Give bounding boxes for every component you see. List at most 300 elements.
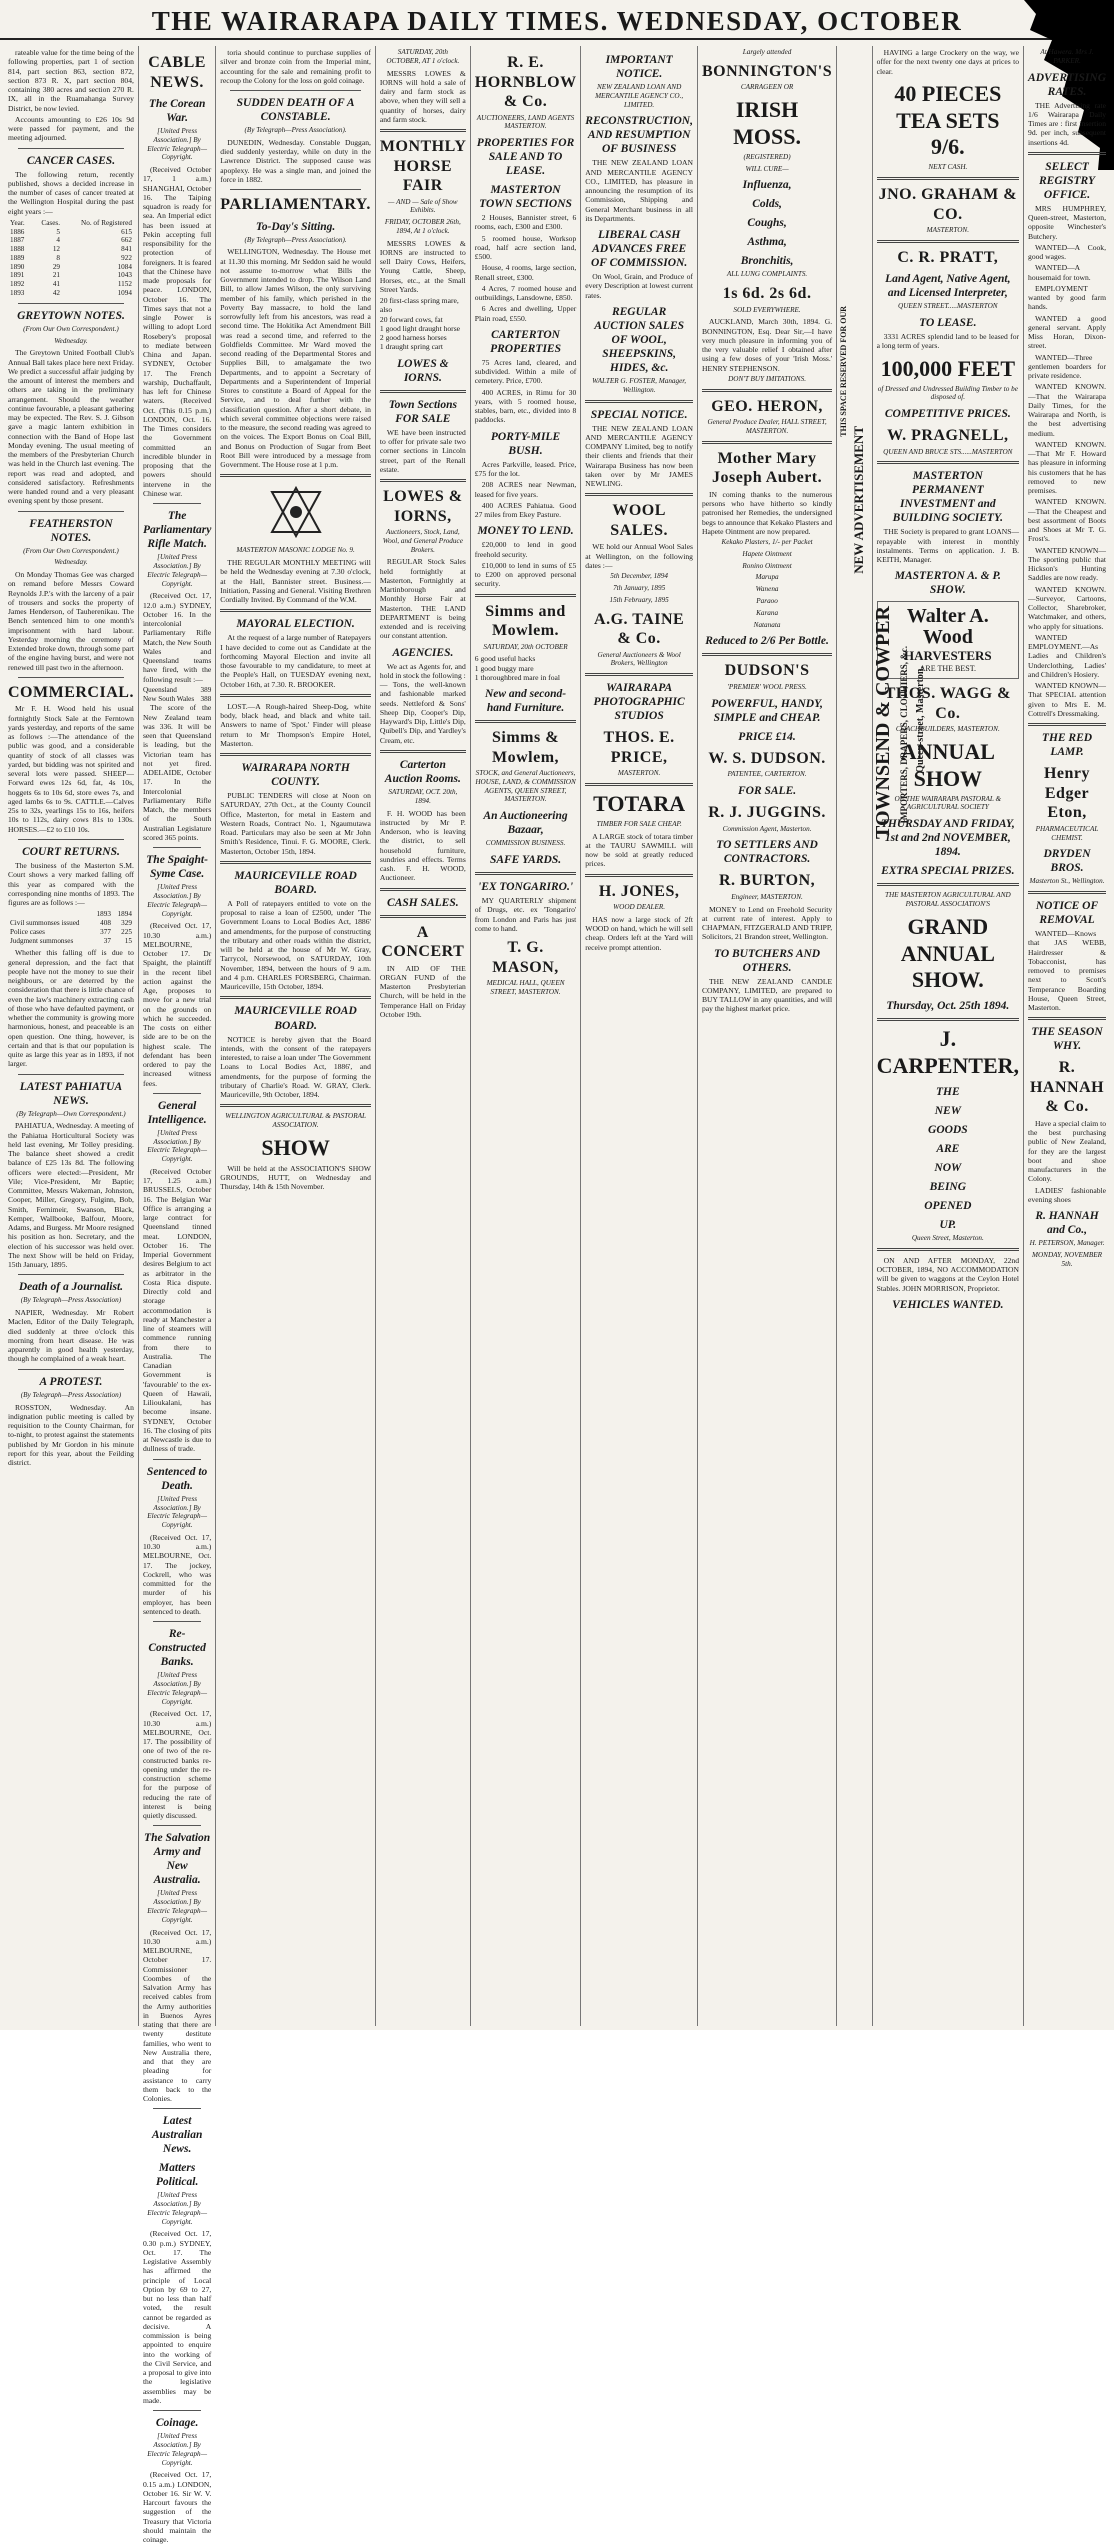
- paragraph: DUNEDIN, Wednesday. Constable Duggan, died suddenly yesterday, while on duty in the Lawrence District. The supposed cause was apoplexy. He was a single man, and joined the force in 1882.: [220, 137, 371, 184]
- heading-aubert: Mother Mary Joseph Aubert.: [712, 449, 823, 487]
- paragraph: ON AND AFTER MONDAY, 22nd OCTOBER, 1894, NO ACCOMMODATION will be given to waggons at the Ceylon Hotel Stables. JOHN MORRISON, Proprietor.: [876, 1255, 1020, 1293]
- table-cell: 29: [52, 262, 60, 271]
- heading-eton: Henry Edger Eton,: [1043, 765, 1091, 822]
- list-item: 5 roomed house, Worksop road, half acre section land, £500.: [474, 233, 577, 262]
- column-8: [873, 46, 1024, 2026]
- table-cell: 329: [121, 919, 132, 928]
- columns: [4, 46, 1110, 2544]
- divider: [1028, 1017, 1106, 1020]
- subheading: (By Telegraph—Press Association).: [244, 235, 347, 244]
- list-item: UP.: [939, 1219, 957, 1231]
- table-cell: 1893: [10, 289, 25, 298]
- list-item: GOODS: [928, 1123, 968, 1136]
- heading-commercial: COMMERCIAL.: [8, 683, 134, 701]
- masthead-title: THE WAIRARAPA DAILY TIMES. WEDNESDAY, OCTOBER: [151, 5, 963, 36]
- paragraph: toria should continue to purchase supplies of silver and bronze coin from the Imperial mint, accounting for the sale and remaining profit to recoup the Colony for the loss on gold coinage.: [220, 48, 371, 85]
- subheading: (By Telegraph—Press Association): [20, 1296, 122, 1305]
- subheading: General Auctioneers & Wool Brokers, Wellington: [597, 650, 681, 668]
- heading-matters-political: Matters Political.: [155, 2162, 199, 2189]
- column-vertical-ad: [837, 46, 927, 2026]
- divider: [220, 861, 371, 864]
- paragraph: A LARGE stock of totara timber at the TAURU SAWMILL will now be sold at greatly reduced prices.: [585, 831, 693, 869]
- list-item: 2 good harness horses: [379, 333, 447, 343]
- paragraph: At the request of a large number of Ratepayers I have decided to come out as Candidate at the forthcoming Mayoral Election and invite all those favourable to my candidature, to meet at the People's Hall, on TUESDAY evening next, October 16th, at 7.30. R. BROOKER.: [220, 633, 371, 689]
- paragraph: A Poll of ratepayers entitled to vote on the proposal to raise a loan of £2500, under 'The Government Loans to Local Bodies Act, 1886' and amendments, for the purpose of constructing the tributary and other roads within the district, will be held at the house of Mr W. Gray, Tarrycol, Norsewood, on SATURDAY, 10th November, 1894, between the hours of 9 a.m. and 4 p.m. CHARLES FORSBERG, Chairman. Mauriceville, 15th October, 1894.: [220, 898, 371, 992]
- subheading: [United Press Association.] By Electric Telegraph—Copyright.: [147, 1128, 208, 1164]
- heading-for-sale: FOR SALE.: [737, 785, 797, 797]
- list-item: 2 Houses, Bannister street, 6 rooms, each, £300 and £300.: [474, 213, 577, 232]
- divider: [1028, 891, 1106, 894]
- paragraph: LOST.—A Rough-haired Sheep-Dog, white body, black head, and black and white tail. Answers to name of 'Spot.' Finder will please return to Mr Thompson's Empire Hotel, Masterton.: [220, 701, 371, 748]
- subheading: (From Our Own Correspondent.): [23, 324, 119, 333]
- paragraph: WELLINGTON, Wednesday. The House met at 11.30 this morning. Mr Seddon said he would not assume to-morrow what Bills the Government intended to drop. The Wilson Land Bill, to allow James Wilson, the only surviving member of his family, which perished in the Poverty Bay massacre, to hold the land sorrowfully left from his ancestors, was read a second time. The Hokitika Act Amendment Bill was read a second time, and referred to the Goldfields Committee. Mr Ward moved the second reading of the Departmental Stores and Supplies Bill, to amalgamate the two Departments, and to appoint a Secretary of Departments and a Superintendent of Imperial Stores to constitute a Board of Appeal for the Service, and to deal further with the classification question. After a short debate, in which several committee objections were raised to the measure, the second reading was agreed to on the voices. The Export Bonus on Coal Bill, and Bonus on Production of Sugar from Beet Root Bill were introduced by a message from Government. The House rose at 1 p.m.: [220, 247, 371, 470]
- paragraph: 400 ACRES, in Rimu for 30 years, with 5 roomed house, stables, barn, etc., divided into 8 paddocks.: [474, 387, 577, 425]
- paragraph: WANTED—Knows that JAS WEBB, Hairdresser & Tobacconist, has removed to premises next to Scott's Temperance Boarding House, Queen Street, Masterton.: [1028, 929, 1106, 1013]
- paragraph: WE have been instructed to offer for private sale two corner sections in Lincoln street, part of the Renall estate.: [379, 427, 466, 474]
- heading-lowes-iorns: LOWES & IORNS,: [383, 488, 463, 525]
- subheading: MEDICAL HALL, QUEEN STREET, MASTERTON.: [486, 979, 565, 996]
- paragraph: MRS HUMPHREY, Queen-street, Masterton, opposite Winchester's Butchery.: [1028, 203, 1106, 241]
- paragraph: THE REGULAR MONTHLY MEETING will be held the Wednesday evening at 7.30 o'clock, at the Hall, Bannister street. Business.—Initiation, Passing and General. Visiting Brethren Cordially Invited. By Command of the W.M.: [220, 558, 371, 605]
- paragraph: 208 ACRES near Newman, leased for five years.: [474, 480, 577, 499]
- table-head: [8, 910, 92, 919]
- paragraph: IN coming thanks to the numerous persons who have hitherto so kindly patronised her Remedies, the undersigned begs to announce that Kekako Plasters and Hapete Ointment are now prepared.: [701, 489, 833, 536]
- list-item: WANTED KNOWN.—That Mr F. Howard has pleasure in informing his customers that he has removed to new premises.: [1028, 439, 1106, 496]
- list-item: Kekako Plasters, 1/- per Packet: [721, 538, 813, 547]
- list-item: 15th February, 1895: [609, 595, 669, 604]
- divider: [380, 888, 466, 891]
- table-row: [8, 236, 134, 245]
- heading-juggins: R. J. JUGGINS.: [708, 804, 826, 822]
- heading-removal: NOTICE OF REMOVAL: [1035, 900, 1099, 927]
- heading-spaight: The Spaight-Syme Case.: [146, 854, 208, 881]
- paragraph: REGULAR Stock Sales held fortnightly at Masterton, Fortnightly at Martinborough and Monthly Horse Fair at Masterton. THE LAND DEPARTMENT is being extended and is receiving our constant attention.: [379, 557, 466, 641]
- table-cell: 15: [124, 936, 132, 945]
- dateline: SATURDAY, 20th OCTOBER: [483, 642, 568, 651]
- subheading: DON'T BUY IMITATIONS.: [728, 374, 806, 383]
- subheading: AUCTIONEERS, LAND AGENTS MASTERTON.: [476, 113, 575, 131]
- divider: [230, 90, 361, 91]
- heading-dudson: DUDSON'S: [724, 662, 810, 680]
- heading-registry: SELECT REGISTRY OFFICE.: [1039, 160, 1096, 201]
- paragraph: ROSSTON, Wednesday. An indignation public meeting is called by requisition to the County Chairman, for to-night, to protest against the statements published by Mr Gordon in his minute report for this year, about the Feilding district.: [8, 1402, 134, 1468]
- list-item: Marupa: [755, 573, 779, 582]
- table-cell: 1084: [117, 262, 132, 271]
- reduced-price: Reduced to 2/6 Per Bottle.: [705, 635, 829, 648]
- heading-mason: T. G. MASON,: [492, 939, 559, 976]
- table-cell: 1888: [10, 245, 25, 254]
- column-9: [1024, 46, 1110, 2026]
- heading-latest-australian: Latest Australian News.: [151, 2115, 203, 2156]
- divider: [585, 673, 693, 676]
- heading-journalist: Death of a Journalist.: [18, 1281, 124, 1294]
- paragraph: The Greytown United Football Club's Annual Ball takes place here next Friday. We predict a successful affair judging by the amount of interest the members and others are taking in the preliminary arrangement. Should the weather continue favourable, a pleasant gathering may be expected. The Rev. S. J. Gibson gave a magic lantern exhibition in connection with the Band of Hope last Monday evening. The usual meeting of the members of the Presbyterian Church was held in the Church last evening. The report was read and adopted, and considered satisfactory. Refreshments were handed round and a very pleasant evening spent by those present.: [8, 348, 134, 506]
- score-team: New South Wales: [142, 694, 195, 703]
- list-item: 1 good light draught horse: [379, 323, 461, 333]
- paragraph: MESSRS LOWES & IORNS will hold a sale of dairy and farm stock as above, when they will sell a quantity of horses, dairy and farm stock.: [379, 68, 466, 124]
- list-item: WANTED KNOWN—That SPECIAL attention given to Mrs E. M. Cottrell's Dressmaking.: [1028, 681, 1106, 718]
- column-3: [216, 46, 376, 2026]
- heading-burton: R. BURTON,: [718, 872, 816, 890]
- table-row: [8, 228, 134, 237]
- divider: [153, 1825, 201, 1826]
- subheading: Engineer, MASTERTON.: [731, 892, 803, 901]
- show-title: SHOW: [261, 1134, 330, 1160]
- subheading: (By Telegraph—Press Association).: [244, 126, 347, 135]
- subheading: HARVESTERS: [903, 648, 992, 664]
- table-cell: Police cases: [10, 927, 45, 936]
- paragraph: The score of the New Zealand team was 336. It will be seen that Queensland is leading, but the Victorian team has not yet fired. ADELAIDE, October 17. In the Intercolonial Parliamentary Rifle Match, the members of the South Australian Legislature scored 365 points.: [142, 703, 212, 842]
- paragraph: MY QUARTERLY shipment of Drugs, etc. ex 'Tongariro' from London and Paris has just come to hand.: [474, 896, 577, 933]
- divider: [877, 1018, 1019, 1021]
- vertical-ad-headline: NEW ADVERTISEMENT: [851, 426, 867, 574]
- table-head: Cases.: [41, 218, 60, 227]
- bottom-note: MONDAY, NOVEMBER 5th.: [1032, 1251, 1103, 1268]
- paragraph: (Received Oct. 17, 10.30 a.m.) MELBOURNE, October 17. Commissioner Coombes of the Salvation Army has received cables from the Army authorities in Buenos Ayres stating that there are twenty destitute families, who went to New Australia there, and that they are pleading for assistance to carry them back to the Colonies.: [142, 1927, 212, 2103]
- vertical-ad-trades: IMPORTERS, DRAPERS, CLOTHIERS, &c.: [899, 646, 910, 824]
- table-row: [8, 928, 134, 937]
- table-cell: 922: [121, 253, 132, 262]
- subheading: SOLD EVERYWHERE.: [733, 305, 801, 314]
- divider: [153, 1093, 201, 1094]
- paragraph: (Received Oct. 17, 10.30 a.m.) MELBOURNE, October 17. Dr Spaight, the plaintiff in the recent libel action against the Age, proposes to move for a new trial on the grounds on which he succeeded. The costs on either side are to be on the highest scale. The defendant has been ordered to pay the increased witness fees.: [142, 921, 212, 1088]
- heading-sentenced: Sentenced to Death.: [146, 1465, 208, 1492]
- vertical-ad-address: Queen-street, Masterton.: [915, 666, 927, 773]
- ailment: Coughs,: [747, 217, 787, 230]
- subheading: NEW ZEALAND LOAN AND MERCANTILE AGENCY CO., LIMITED.: [595, 83, 684, 109]
- heading-wool-sales: WOOL SALES.: [610, 502, 668, 539]
- heading-important-notice: IMPORTANT NOTICE.: [605, 54, 673, 81]
- heading-building-society: MASTERTON PERMANENT INVESTMENT and BUILDING SOCIETY.: [892, 470, 1003, 525]
- table-cell: 5: [56, 227, 60, 236]
- divider: [153, 1621, 201, 1622]
- signature: LOWES & IORNS.: [397, 357, 449, 384]
- list-item: WANTED KNOWN—The sporting public that Hickson's Hunting Saddles are now ready.: [1028, 545, 1106, 583]
- heading-court: COURT RETURNS.: [22, 845, 120, 858]
- masonic-emblem-icon: [266, 482, 326, 542]
- heading-tongariro: 'EX TONGARIRO.': [478, 881, 574, 894]
- paragraph: 75 Acres land, cleared, and subdivided. Within a mile of cemetery. Price, £700.: [474, 357, 577, 386]
- heading-simms: Simms and Mowlem.: [485, 602, 566, 640]
- list-item: 1 thoroughbred mare in foal: [474, 672, 560, 682]
- subheading: (By Telegraph—Own Correspondent.): [16, 1109, 126, 1118]
- paragraph: We act as Agents for, and hold in stock the following :— Tons, the well-known and fashionable marked seeds. Nettleford & Sons' Sheep Dip, Cooper's Dip, Hayward's Dip, Little's Dip, Quibell's Dip, and Yardley's Cream, etc.: [379, 661, 466, 745]
- heading-carterton-props: CARTERTON PROPERTIES: [490, 328, 561, 355]
- table-head: 1894: [117, 910, 132, 919]
- lead-text: At Hawera. Mrs J. PARKER.: [1040, 48, 1094, 65]
- paragraph: THE NEW ZEALAND LOAN AND MERCANTILE AGENCY CO., LIMITED, has pleasure in announcing the resumption of its Commission, Shipping and General Merchant business in all its Departments.: [585, 158, 693, 223]
- vertical-ad-firm: TOWNSEND & COWPER: [872, 606, 895, 839]
- divider: [18, 303, 124, 304]
- column-6: [581, 46, 698, 2026]
- paragraph: (Received October 17, 1.25 a.m.) BRUSSELS, October 16. The Belgian War Office is arranging a large contract for Queensland tinned meat. LONDON, October 16. The Imperial Government desires Belgium to act as arbitrator in the Costa Rica dispute. Directly cold and storage accommodation is ready at Manchester a line of steamers will commence running from there to Australia. The Canadian Government is 'favourable' to the ex-Queen of Hawaii, Lilioukalani, has become insane. SYDNEY, October 16. The closing of pits at Newcastle is due to dullness of trade.: [142, 1166, 212, 1454]
- score-value: 388: [200, 694, 212, 703]
- subheading: (REGISTERED): [743, 152, 791, 161]
- paragraph: Accounts amounting to £26 10s 9d were passed for payment, and the meeting adjourned.: [8, 114, 134, 143]
- table-cell: 21: [52, 271, 60, 280]
- table-row: [8, 280, 134, 289]
- heading-graham: JNO. GRAHAM & CO.: [878, 186, 1018, 223]
- heading-jones: H. JONES,: [598, 882, 680, 900]
- heading-wagg: THOS. WAGG & Co.: [884, 685, 1011, 722]
- heading-parliamentary: PARLIAMENTARY.: [220, 196, 371, 214]
- table-cell: 1094: [117, 289, 132, 298]
- subheading: CARRAGEEN OR: [740, 83, 794, 92]
- heading-carpenter: J. CARPENTER,: [876, 1026, 1020, 1079]
- heading-walter-wood: Walter A. Wood: [906, 605, 989, 649]
- subheading: H. PETERSON, Manager.: [1029, 1239, 1105, 1248]
- paragraph: AUCKLAND, March 30th, 1894. G. BONNINGTON, Esq. Dear Sir,—I have very much pleasure in informing you of the very valuable relief I obtained after using a few doses of your 'Irish Moss.' HENRY STEPHENSON.: [701, 317, 833, 373]
- table-cell: 408: [100, 919, 111, 928]
- divider: [153, 847, 201, 848]
- subheading: MASTERTON.: [926, 226, 970, 235]
- list-item: Hapete Ointment: [742, 549, 792, 558]
- subheading: ARE THE BEST.: [919, 664, 977, 674]
- list-item: WANTED KNOWN.—That the Wairarapa Daily Times, for the Wairarapa and North, is the best advertising medium.: [1028, 382, 1106, 438]
- divider: [18, 839, 124, 840]
- divider: [220, 1104, 371, 1107]
- paragraph: THE NEW ZEALAND LOAN AND MERCANTILE AGENCY COMPANY Limited, beg to notify their clients and friends that their Wairarapa Business has now been taken over by Mr JAMES NEWLING.: [585, 423, 693, 489]
- vertical-note: THIS SPACE RESERVED FOR OUR: [839, 306, 849, 437]
- subheading: QUEEN AND BRUCE STS......MASTERTON: [883, 447, 1013, 456]
- paragraph: Mr F. H. Wood held his usual fortnightly Stock Sale at the Ferntown yards yesterday, and reports of the same as follows :—The attendance of the public was good, and a considerable quantity of stock of all classes was yarded, but bidding was not spirited and several lots were passed. SHEEP—Forward ewes 12s 6d, fat, 4s 10s, hoggets 6s to 10s 6d, store ewes 7s, and aged lambs 6s to 9s. CATTLE.—Calves 25s to 32s, yearlings 15s to 16s, heifers 10s to 112s, dairy cows 81s to 130s. HORSES.—£2 to £10 10s.: [8, 704, 134, 834]
- divider: [18, 511, 124, 512]
- heading-properties: PROPERTIES FOR SALE AND TO LEASE.: [476, 137, 575, 178]
- divider: [153, 503, 201, 504]
- paragraph: rateable value for the time being of the following properties, part 1 of section 814, part section 863, section 872, section 873 R. X, part section 804, containing 380 acres and section 270 R. IX, all in the Ruamahanga Survey District, be now levied.: [8, 48, 134, 113]
- paragraph: MONEY to Lend on Freehold Security at current rate of interest. Apply to CHAPMAN, FITZGERALD AND TRIPP, Solicitors, 21 Brandon street, Wellington.: [701, 904, 833, 942]
- heading-extra-prizes: EXTRA SPECIAL PRIZES.: [881, 865, 1015, 878]
- subheading: [United Press Association.] By Electric Telegraph—Copyright.: [147, 1889, 208, 1924]
- heading-feet: 100,000 FEET: [880, 355, 1016, 381]
- heading-cancer: CANCER CASES.: [26, 154, 116, 167]
- list-item: Wanena: [755, 585, 779, 594]
- paragraph: HAVING a large Crockery on the way, we offer for the next twenty one days at prices to clear.: [876, 48, 1020, 76]
- divider: [18, 1369, 124, 1370]
- table-head: 1893: [96, 910, 111, 919]
- list-item: [143, 686, 211, 695]
- paragraph: Whether this falling off is due to general depression, and the fact that people have not the money to sue their neighbours, or are deterred by the consideration that there is little chance of even the law's machinery extracting cash of those who have defaulted payment, or whether the community is growing more harmonious, honest, and peaceable is an open question. One thing, however, is certain and that is that our population is quite as large this year as in 1893, if not larger.: [8, 948, 134, 1069]
- subheading: of Dressed and Undressed Building Timber to be disposed of.: [877, 384, 1018, 402]
- subheading: COMMISSION BUSINESS.: [485, 839, 566, 848]
- table-cell: Judgment summonses: [10, 936, 74, 945]
- paragraph: The business of the Masterton S.M. Court shows a very marked falling off this year as compared with the corresponding nine months of 1893. The figures are as follows :—: [8, 861, 134, 907]
- subheading: 'PREMIER' WOOL PRESS.: [727, 682, 807, 691]
- subheading: THE MASTERTON AGRICULTURAL AND PASTORAL ASSOCIATION'S: [884, 891, 1011, 908]
- rifle-scores: [143, 686, 211, 704]
- table-cell: 42: [52, 289, 60, 298]
- list-item: 7th January, 1895: [613, 583, 666, 592]
- table-cell: 1152: [117, 280, 132, 289]
- score-value: 389: [200, 685, 212, 694]
- divider: [475, 594, 577, 597]
- table-cell: 377: [100, 927, 111, 936]
- table-cell: 37: [103, 936, 111, 945]
- heading-hannah: R. HANNAH & Co.: [1029, 1059, 1105, 1116]
- dateline: SATURDAY, OCT. 20th, 1894.: [388, 787, 458, 805]
- heading-competitive: COMPETITIVE PRICES.: [884, 408, 1011, 421]
- divider: [380, 750, 466, 753]
- heading-town-sections: MASTERTON TOWN SECTIONS: [479, 184, 572, 211]
- heading-pragnell: W. PRAGNELL,: [887, 427, 1009, 445]
- table-row: [8, 289, 134, 298]
- heading-corean-war: The Corean War.: [148, 98, 206, 125]
- subheading: PATENTEE, CARTERTON.: [727, 770, 807, 779]
- paragraph: (Received Oct. 17, 10.30 a.m.) MELBOURNE, Oct. 17. The jockey, Cockrell, who was committed for the murder of his employer, has been sentenced to death.: [142, 1532, 212, 1616]
- price-line: PRICE £14.: [738, 730, 796, 743]
- table-cell: 4: [56, 236, 60, 245]
- table-cell: 1891: [10, 271, 25, 280]
- list-item: WANTED—Three gentlemen boarders for private residence.: [1028, 352, 1106, 381]
- ailment: Influenza,: [742, 179, 792, 192]
- paragraph: PAHIATUA, Wednesday. A meeting of the Pahiatua Horticultural Society was held last evening, Mr Tolley presiding. The balance sheet showed a credit balance of £25 13s 8d. The following officers were elected:—President, Mr Vile; Vice-President, Mr Baptie; Committee, Messrs Wakeman, Johnston, Cooper, Miller, Gregory, Fulginn, Bob, Smith, Fernimeir, Swanson, Black, Kemper, Wallbooke, Balfour, Moore, Adams, and Burgess. Mr Moore resigned his position as hon. Secretary, and the election of his successor was held over. The next Show will be held on Friday, 15th January, 1895.: [8, 1121, 134, 1270]
- heading-todays-sitting: To-Day's Sitting.: [255, 220, 336, 233]
- list-item: 1 draught spring cart: [379, 342, 443, 352]
- heading-season: THE SEASON WHY.: [1031, 1026, 1103, 1053]
- heading-hornblow: R. E. HORNBLOW & Co.: [474, 54, 577, 111]
- subheading: [United Press Association.] By Electric Telegraph—Copyright.: [147, 553, 208, 588]
- heading-protest: A PROTEST.: [39, 1375, 103, 1388]
- list-item: 4 Acres, 7 roomed house and outbuildings, Lansdowne, £850.: [474, 283, 577, 303]
- heading-reconstructed: Re-Constructed Banks.: [148, 1628, 206, 1669]
- heading-pratt: C. R. PRATT,: [897, 248, 999, 266]
- tagline: POWERFUL, HANDY, SIMPLE and CHEAP.: [711, 697, 823, 724]
- paragraph: NOTICE is hereby given that the Board intends, with the consent of the ratepayers interested, to raise a loan under 'The Government Loans to Local Bodies Act, 1886', and amendments, for the purpose of forming the tributary of Charlie's Road. W. GRAY, Clerk. Mauriceville, 9th October, 1894.: [220, 1034, 371, 1100]
- subheading: Queen Street, Masterton.: [911, 1234, 984, 1243]
- heading-bazaar: An Auctioneering Bazaar,: [483, 810, 568, 837]
- divider: [380, 129, 466, 132]
- heading-mayoral: MAYORAL ELECTION.: [236, 618, 355, 631]
- table-row: [8, 245, 134, 254]
- table-cell: 1887: [10, 236, 25, 245]
- divider: [1028, 152, 1106, 155]
- subheading: TIMBER FOR SALE CHEAP.: [596, 819, 682, 828]
- table-head: Year.: [10, 218, 25, 227]
- divider: [475, 720, 577, 723]
- heading-concert: A CONCERT: [381, 923, 465, 961]
- column-4: [376, 46, 471, 2026]
- divider: [220, 753, 371, 756]
- cancer-table: [8, 219, 134, 298]
- paragraph: (Received Oct. 17, 10.30 a.m.) MELBOURNE, Oct. 17. The possibility of one of two of the re-constructed banks re-opening under the re-construction scheme for the purpose of reducing the rate of interest is being quietly discussed.: [142, 1709, 212, 1821]
- ailment: Bronchitis,: [740, 255, 794, 268]
- heading-totara: TOTARA: [593, 790, 686, 816]
- subheading: [United Press Association.] By Electric Telegraph—Copyright.: [147, 2432, 208, 2467]
- column-5: [471, 46, 582, 2026]
- subheading: New and second-hand Furniture.: [484, 688, 567, 715]
- table-cell: 41: [52, 280, 60, 289]
- divider: [18, 1074, 124, 1075]
- list-item: NEW: [934, 1104, 961, 1117]
- list-item: WANTED—A housemaid for town.: [1028, 263, 1091, 282]
- subheading: MASTERTON.: [617, 769, 661, 778]
- heading-featherston: FEATHERSTON NOTES.: [29, 517, 113, 544]
- paragraph: THE Society is prepared to grant LOANS—repayable with interest in monthly instalments. Terms on application. J. B. KEITH, Manager.: [876, 527, 1020, 565]
- subheading: [United Press Association.] By Electric Telegraph—Copyright.: [147, 2191, 208, 2226]
- paragraph: Acres Parkville, leased. Price, £75 for the lot.: [474, 459, 577, 478]
- heading-taine: A.G. TAINE & Co.: [594, 610, 685, 648]
- table-cell: 225: [121, 927, 132, 936]
- paragraph: IN AID OF THE ORGAN FUND of the Masterton Presbyterian Church, will be held in the Temperance Hall on Friday October 19th.: [379, 963, 466, 1019]
- subheading: PHARMACEUTICAL CHEMIST.: [1035, 824, 1099, 842]
- heading-safe-yards: SAFE YARDS.: [489, 854, 562, 867]
- subheading: (By Telegraph—Press Association): [20, 1390, 122, 1399]
- dateline: SATURDAY, 20th OCTOBER, AT 1 o'clock.: [386, 48, 460, 65]
- divider: [877, 1248, 1019, 1251]
- heading-to-lease: TO LEASE.: [919, 317, 977, 330]
- column-7: [698, 46, 837, 2026]
- heading-agencies: AGENCIES.: [392, 646, 454, 659]
- table-row: [8, 271, 134, 280]
- subheading: Commission Agent, Masterton.: [722, 824, 812, 833]
- list-item: 1 good buggy mare: [474, 663, 534, 673]
- subheading: [United Press Association.] By Electric Telegraph—Copyright.: [147, 1671, 208, 1706]
- dateline: THURSDAY AND FRIDAY, 1st and 2nd NOVEMBER, 1894.: [880, 818, 1015, 859]
- heading-salvation: The Salvation Army and New Australia.: [144, 1832, 211, 1887]
- heading-irish-moss: IRISH MOSS.: [733, 97, 801, 149]
- subheading: Masterton St., Wellington.: [1029, 877, 1105, 886]
- table-cell: 8: [56, 253, 60, 262]
- paragraph: PUBLIC TENDERS will close at Noon on SATURDAY, 27th Oct., at the County Council Office, Masterton, for metal in Eastern and Western Roads, Contract No. 1, Ngaumutawa Road. Particulars may also be seen at Mr John Smith's Residence, Tinui. F. G. MOORE, Clerk. Masterton, October 15th, 1894.: [220, 791, 371, 856]
- table-cell: 662: [121, 236, 132, 245]
- subheading: QUEEN STREET.....MASTERTON: [898, 302, 998, 311]
- list-item: BEING: [929, 1180, 967, 1193]
- court-table: [8, 910, 134, 945]
- list-item: WANTED EMPLOYMENT.—As Ladies and Children's Underclothing, Ladies' and Children's Hosiery.: [1028, 632, 1106, 679]
- list-item: WANTED KNOWN.—That the Cheapest and best assortment of Boots and Shoes at Mr T. G. Frost's.: [1028, 497, 1106, 544]
- heading-regular-sales: REGULAR AUCTION SALES OF WOOL, SHEEPSKINS, HIDES, &c.: [594, 305, 685, 375]
- subheading: Auctioneers, Stock, Land, Wool, and General Produce Brokers.: [382, 528, 463, 554]
- paragraph: (Received Oct. 17, 12.0 a.m.) SYDNEY, October 16. In the intercolonial Parliamentary Rifle Match, the New South Wales and Queensland teams have fired, with the following result :—: [142, 591, 212, 684]
- paragraph: Will be held at the ASSOCIATION'S SHOW GROUNDS, HUTT, on Wednesday and Thursday, 14th & 15th November.: [220, 1163, 371, 1192]
- divider: [380, 915, 466, 918]
- heading-cable-news: CABLE NEWS.: [148, 54, 206, 91]
- heading-greytown: GREYTOWN NOTES.: [17, 309, 125, 322]
- heading-hannah-2: R. HANNAH and Co.,: [1035, 1210, 1099, 1237]
- list-item: OPENED: [924, 1199, 972, 1212]
- heading-money-to-lend: MONEY TO LEND.: [477, 525, 574, 538]
- table-row: [8, 254, 134, 263]
- heading-reconstruction: RECONSTRUCTION, AND RESUMPTION OF BUSINESS: [585, 115, 693, 156]
- masthead: [0, 0, 1114, 40]
- heading-red-lamp: THE RED LAMP.: [1041, 732, 1093, 759]
- divider: [702, 389, 832, 392]
- divider: [877, 883, 1019, 886]
- subheading: (From Our Own Correspondent.): [23, 546, 119, 555]
- subheading: NEXT CASH.: [928, 163, 968, 172]
- divider: [18, 1274, 124, 1275]
- table-cell: 1043: [117, 271, 132, 280]
- list-item: House, 4 rooms, large section, Renall street, £300.: [474, 263, 577, 282]
- paragraph: THE NEW ZEALAND CANDLE COMPANY, LIMITED, are prepared to BUY TALLOW in any quantities, and will pay the highest market price.: [701, 976, 833, 1014]
- harvester-ad: [877, 601, 1019, 679]
- heading-bonnington: BONNINGTON'S: [701, 62, 833, 80]
- list-item: 20 forward cows, fat: [379, 314, 443, 324]
- heading-grand-show: GRAND ANNUAL SHOW.: [900, 913, 995, 993]
- heading-advertising-rates: ADVERTISING RATES.: [1028, 71, 1106, 98]
- divider: [18, 148, 124, 149]
- heading-annual-show: ANNUAL SHOW: [900, 738, 995, 791]
- association-heading: WELLINGTON AGRICULTURAL & PASTORAL ASSOCIATION.: [225, 1112, 366, 1130]
- heading-general: General Intelligence.: [147, 1099, 207, 1126]
- heading-mauriceville: MAURICEVILLE ROAD BOARD.: [234, 869, 357, 896]
- paragraph: NAPIER, Wednesday. Mr Robert Maclen, Editor of the Daily Telegraph, died suddenly at three o'clock this morning from heart disease. He was apparently in good health yesterday, though he complained of a weak heart.: [8, 1308, 134, 1364]
- ailment: Asthma,: [747, 236, 787, 249]
- heading-price: THOS. E. PRICE,: [603, 729, 675, 766]
- table-cell: 1892: [10, 280, 25, 289]
- subheading: WILL CURE—: [745, 164, 789, 173]
- divider: [702, 653, 832, 656]
